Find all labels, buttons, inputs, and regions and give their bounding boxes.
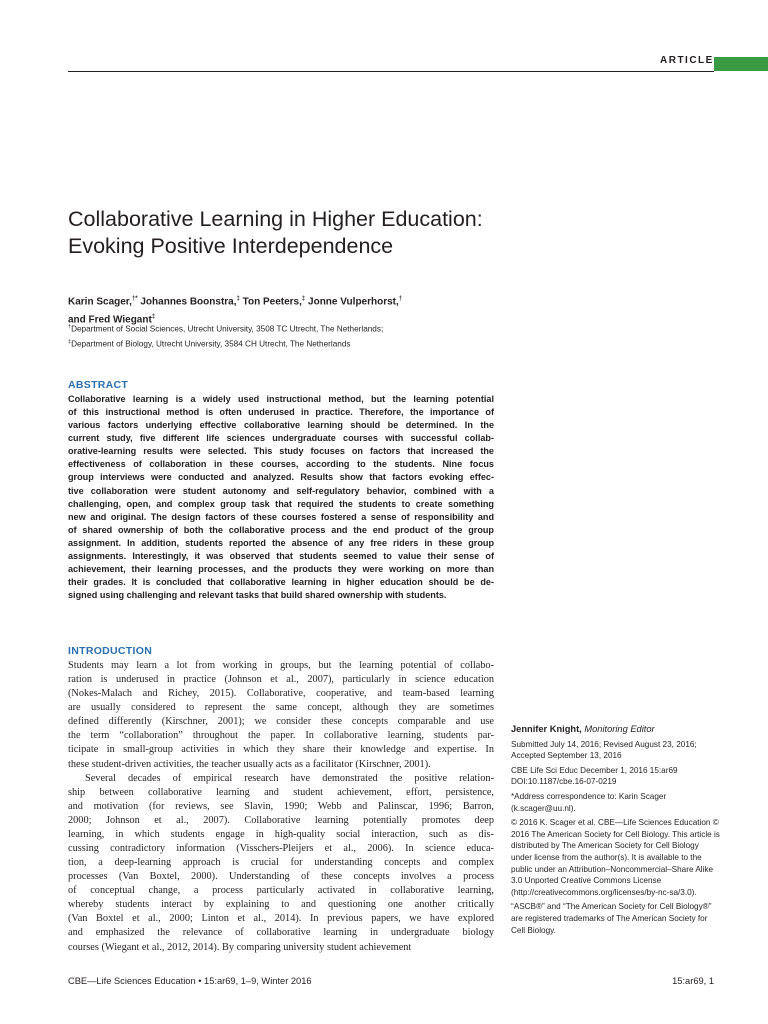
affiliation: ‡Department of Biology, Utrecht University, 3584 CH Utrecht, The Netherlands <box>68 338 351 349</box>
author-affiliation-marker: †* <box>131 296 138 302</box>
text-line: (Van Boxtel et al., 2000; Linton et al., 2014). In previous papers, we have explored <box>68 913 494 925</box>
text-line: courses (Wiegant et al., 2012, 2014). By comparing university student achievement <box>68 941 412 953</box>
text-line: (Nokes-Malach and Richey, 2015). Collaborative, cooperative, and team-based learning <box>68 688 494 700</box>
page-number: 15:ar69, 1 <box>672 976 714 986</box>
editor-role: Monitoring Editor <box>584 724 655 734</box>
abstract-text <box>68 393 494 602</box>
section-label: ARTICLE <box>660 55 714 66</box>
article-info-sidebar <box>511 724 721 939</box>
text-line: effectiveness of collaboration in these courses, according to the students. Nine focus <box>68 459 494 470</box>
text-line: cussing contradictory information (Visschers-Pleijers et al., 2006). In science educa- <box>68 843 494 855</box>
text-line: whereby students interact by explaining to and questioning one another critically <box>68 899 494 911</box>
text-line: current study, five different life sciences undergraduate courses with successful collab- <box>68 433 494 444</box>
affiliation-list <box>68 321 508 350</box>
text-line: group interviews were conducted and analyzed. Results show that factors evoking effec- <box>68 472 494 483</box>
text-line: of conceptual change, a process particularly activated in collaborative learning, <box>68 885 494 897</box>
text-line: Collaborative learning is a widely used instructional method, but the learning potential <box>68 394 494 404</box>
introduction-heading: INTRODUCTION <box>68 645 153 657</box>
author-name: Jonne Vulperhorst, <box>305 296 399 308</box>
text-line: Students may learn a lot from working in groups, but the learning potential of collabo- <box>68 660 494 671</box>
copyright-notice: © 2016 K. Scager et al. CBE—Life Sciences Education © 2016 The American Society for Cell Biology. This article is distributed by The American Society for Cell Biology under license from the author(s). It is available to the public under an Attribution–Noncommercial–Share Alike 3.0 Unported Creative Commons License (http://creativecommons.org/licenses/by-nc-sa/3.0). <box>511 818 720 897</box>
text-line: achievement, their learning processes, and the products they were working on more than <box>68 564 494 575</box>
doi: DOI:10.1187/cbe.16-07-0219 <box>511 777 617 787</box>
text-line: and motivation (for reviews, see Slavin, 1990; Webb and Palinscar, 1996; Barron, <box>68 800 494 812</box>
affiliation: †Department of Social Sciences, Utrecht University, 3508 TC Utrecht, The Netherlands; <box>68 324 384 334</box>
trademark-notice: “ASCB®” and “The American Society for Cell Biology®” are registered trademarks of The American Society for Cell Biology. <box>511 902 712 935</box>
header-rule <box>68 71 714 72</box>
text-line: signed using challenging and relevant tasks that build shared ownership with students. <box>68 590 447 601</box>
text-line: defined differently (Kirschner, 2001); we consider these concepts comparable and use <box>68 716 494 728</box>
text-line: new and original. The design factors of these courses fostered a sense of responsibility and <box>68 511 494 522</box>
journal-footer: CBE—Life Sciences Education • 15:ar69, 1–9, Winter 2016 <box>68 976 312 986</box>
header-accent-bar <box>714 57 768 71</box>
text-line: assignments. Interestingly, it was observed that students seemed to value their sense of <box>68 550 494 561</box>
author-affiliation-marker: † <box>398 296 403 302</box>
article-title: Collaborative Learning in Higher Education: Evoking Positive Interdependence <box>68 207 483 258</box>
text-line: 2000; Johnson et al., 2007). Collaborative learning potentially promotes deep <box>68 814 494 826</box>
abstract-heading: ABSTRACT <box>68 379 129 391</box>
text-line: and emphasized the relevance of collaborative learning in undergraduate biology <box>68 927 494 939</box>
submission-dates: Submitted July 14, 2016; Revised August 23, 2016; Accepted September 13, 2016 <box>511 739 697 761</box>
text-line: assignment. In addition, students reported the absence of any free riders in these group <box>68 537 494 548</box>
text-line: learning, in which students engage in high-quality social interaction, such as dis- <box>68 828 494 840</box>
text-line: orative-learning results were selected. This study focuses on factors that increased the <box>68 446 494 457</box>
text-line: of shared ownership of both the collaborative process and the end product of the group <box>68 524 494 535</box>
correspondence: *Address correspondence to: Karin Scager (k.scager@uu.nl). <box>511 791 667 813</box>
text-line: Several decades of empirical research have demonstrated the positive relation- <box>85 772 494 784</box>
author-affiliation-marker: ‡ <box>301 296 306 302</box>
text-line: ration is underused in practice (Johnson et al., 2007), particularly in science education <box>68 674 494 686</box>
text-line: tive collaboration were student autonomy and self-regulatory behavior, combined with a <box>68 485 494 496</box>
author-name: Ton Peeters, <box>239 296 302 308</box>
author-affiliation-marker: ‡ <box>236 296 240 302</box>
text-line: of this instructional method is often underused in practice. Therefore, the importance of <box>68 407 494 418</box>
author-affiliation-marker: ‡ <box>151 313 156 320</box>
text-line: various factors underlying effective collaborative learning should be determined. In the <box>68 420 494 431</box>
editor-name: Jennifer Knight, <box>511 724 582 734</box>
author-name: and Fred Wiegant <box>68 314 152 326</box>
text-line: are usually considered to represent the same concept, although they are sometimes <box>68 702 494 714</box>
text-line: ship between collaborative learning and student achievement, effort, persistence, <box>68 786 494 798</box>
text-line: challenging, open, and complex group task that required the students to create something <box>68 498 494 509</box>
author-name: Karin Scager, <box>68 296 132 308</box>
text-line: processes (Van Boxtel, 2000). Understanding of these concepts involves a process <box>68 871 494 883</box>
author-name: Johannes Boonstra, <box>137 296 237 308</box>
text-line: tion, a deep-learning approach is crucial for understanding concepts and complex <box>68 857 494 869</box>
text-line: these student-driven activities, the teacher usually acts as a facilitator (Kirschner, 2001). <box>68 758 431 770</box>
citation: CBE Life Sci Educ December 1, 2016 15:ar69 <box>511 765 678 775</box>
text-line: the term “collaboration” throughout the paper. In collaborative learning, students par- <box>68 730 494 742</box>
monitoring-editor <box>511 724 721 736</box>
text-line: their grades. It is concluded that collaborative learning in higher education should be de- <box>68 577 494 588</box>
introduction-text <box>68 659 494 955</box>
text-line: ticipate in small-group activities in which they share their knowledge and expertise. In <box>68 744 494 756</box>
